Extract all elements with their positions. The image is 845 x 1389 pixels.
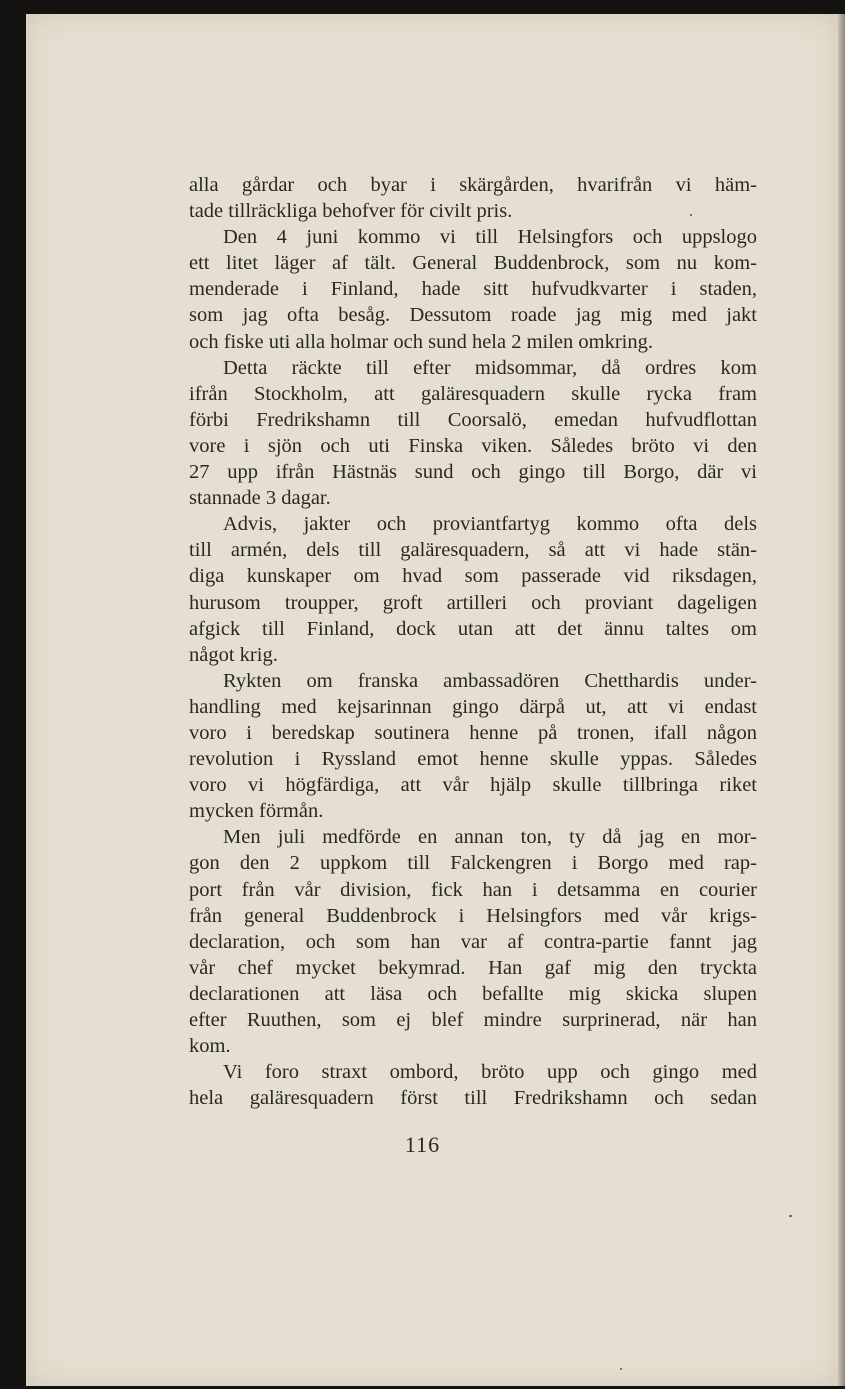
text-line: declaration, och som han var af contra-partie fannt jag (189, 930, 757, 953)
text-line: Detta räckte till efter midsommar, då ordres kom (223, 356, 757, 379)
text-line: Den 4 juni kommo vi till Helsingfors och uppslogo (223, 226, 757, 249)
page-number: 116 (404, 1132, 441, 1157)
text-line: declarationen att läsa och befallte mig skicka slupen (189, 982, 757, 1005)
paper-speck (789, 1215, 792, 1217)
text-line: menderade i Finland, hade sitt hufvudkvarter i staden, (189, 278, 757, 301)
paper-speck (690, 214, 692, 216)
text-line: stannade 3 dagar. (189, 487, 331, 510)
text-line: som jag ofta besåg. Dessutom roade jag mig med jakt (189, 304, 757, 327)
text-line: tade tillräckliga behofver för civilt pris. (189, 200, 513, 223)
text-line: gon den 2 uppkom till Falckengren i Borgo med rap- (189, 852, 757, 875)
text-line: 27 upp ifrån Hästnäs sund och gingo till Borgo, där vi (189, 461, 757, 484)
text-line: voro vi högfärdiga, att vår hjälp skulle tillbringa riket (189, 774, 757, 797)
body-text (189, 172, 757, 1111)
text-line: revolution i Ryssland emot henne skulle yppas. Således (189, 748, 757, 771)
text-line: mycken förmån. (189, 800, 324, 823)
text-line: handling med kejsarinnan gingo därpå ut, att vi endast (189, 695, 757, 718)
text-line: Vi foro straxt ombord, bröto upp och gingo med (223, 1061, 757, 1084)
text-line: till armén, dels till galäresquadern, så att vi hade stän- (189, 539, 757, 562)
text-line: ifrån Stockholm, att galäresquadern skulle rycka fram (189, 382, 757, 405)
text-line: förbi Fredrikshamn till Coorsalö, emedan hufvudflottan (189, 408, 757, 431)
text-line: hela galäresquadern först till Fredrikshamn och sedan (189, 1087, 757, 1110)
paper-speck (620, 1368, 622, 1370)
text-line: vår chef mycket bekymrad. Han gaf mig den tryckta (189, 956, 757, 979)
text-line: hurusom troupper, groft artilleri och proviant dageligen (189, 591, 757, 614)
text-line: efter Ruuthen, som ej blef mindre surprinerad, när han (189, 1009, 757, 1031)
text-line: Men juli medförde en annan ton, ty då jag en mor- (223, 826, 757, 849)
text-line: port från vår division, fick han i detsamma en courier (189, 878, 757, 901)
text-line: Rykten om franska ambassadören Chetthardis under- (223, 669, 757, 692)
page-edge (838, 14, 845, 1386)
text-line: afgick till Finland, dock utan att det ännu taltes om (189, 617, 757, 640)
text-line: kom. (189, 1035, 231, 1058)
text-line: alla gårdar och byar i skärgården, hvarifrån vi häm- (189, 174, 757, 196)
text-line: ett litet läger af tält. General Buddenbrock, som nu kom- (189, 252, 757, 275)
text-line: från general Buddenbrock i Helsingfors med vår krigs- (189, 904, 757, 927)
text-line: och fiske uti alla holmar och sund hela 2 milen omkring. (189, 330, 653, 353)
text-line: diga kunskaper om hvad som passerade vid riksdagen, (189, 565, 757, 588)
text-line: något krig. (189, 643, 278, 666)
text-line: vore i sjön och uti Finska viken. Således bröto vi den (189, 434, 757, 457)
text-line: Advis, jakter och proviantfartyg kommo ofta dels (223, 513, 757, 536)
text-line: voro i beredskap soutinera henne på tronen, ifall någon (189, 721, 757, 744)
